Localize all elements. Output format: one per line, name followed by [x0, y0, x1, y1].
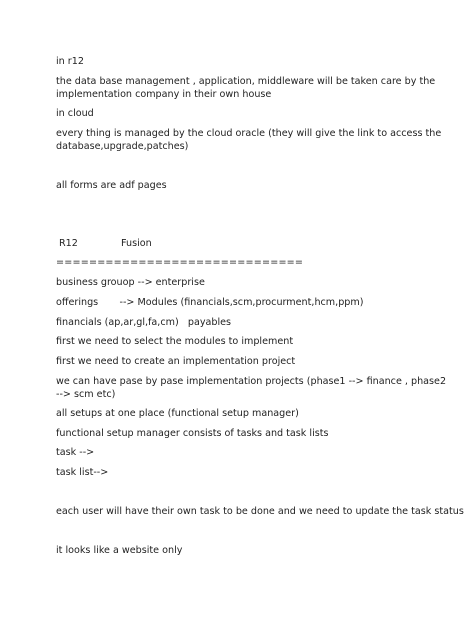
- text-line: functional setup manager consists of tasks and task lists: [56, 428, 329, 439]
- text-line: each user will have their own task to be done and we need to update the task status: [56, 506, 464, 517]
- text-line: offerings --> Modules (financials,scm,procurment,hcm,ppm): [56, 297, 364, 308]
- text-line: task -->: [56, 447, 95, 458]
- text-line: all forms are adf pages: [56, 180, 167, 191]
- text-line: implementation company in their own house: [56, 89, 272, 100]
- separator-rule: ==============================: [56, 257, 304, 268]
- text-line: database,upgrade,patches): [56, 141, 189, 152]
- text-line: the data base management , application, middleware will be taken care by the: [56, 76, 436, 87]
- text-line: business grouop --> enterprise: [56, 277, 205, 288]
- text-line: --> scm etc): [56, 389, 116, 400]
- text-line: in r12: [56, 56, 84, 67]
- text-line: in cloud: [56, 108, 94, 119]
- column-heading-r12: R12: [59, 238, 78, 249]
- text-line: we can have pase by pase implementation projects (phase1 --> finance , phase2: [56, 376, 447, 387]
- text-line: it looks like a website only: [56, 545, 183, 556]
- text-line: financials (ap,ar,gl,fa,cm) payables: [56, 317, 232, 328]
- text-line: first we need to create an implementation project: [56, 356, 296, 367]
- text-line: first we need to select the modules to implement: [56, 336, 294, 347]
- column-heading-fusion: Fusion: [121, 238, 152, 249]
- text-line: all setups at one place (functional setup manager): [56, 408, 299, 419]
- text-line: task list-->: [56, 467, 109, 478]
- text-line: every thing is managed by the cloud oracle (they will give the link to access the: [56, 128, 442, 139]
